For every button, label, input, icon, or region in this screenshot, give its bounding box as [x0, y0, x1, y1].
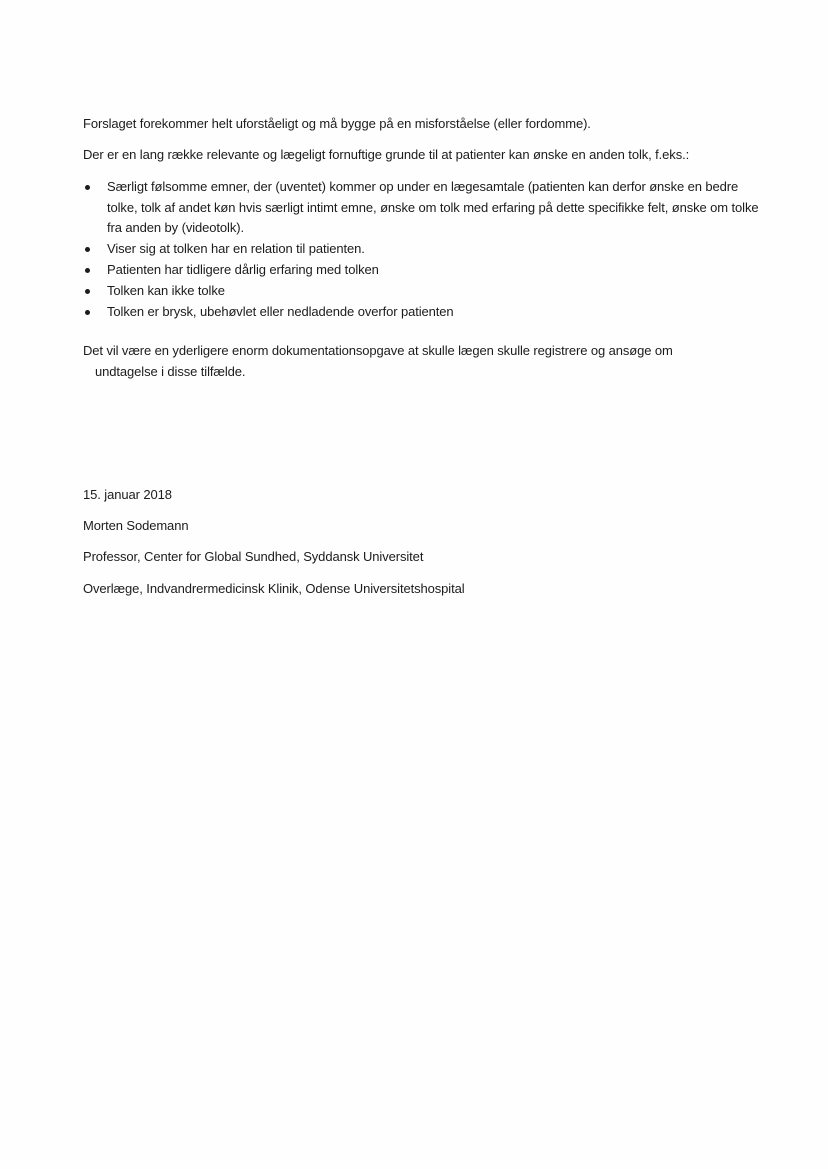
paragraph-3-line-2: undtagelse i disse tilfælde. [95, 364, 246, 379]
reasons-list [83, 177, 763, 323]
bullet-icon [85, 185, 90, 190]
signature-title-professor: Professor, Center for Global Sundhed, Syddansk Universitet [83, 549, 424, 564]
paragraph-1: Forslaget forekommer helt uforståeligt og må bygge på en misforståelse (eller fordomme). [83, 116, 591, 131]
list-item-text: Patienten har tidligere dårlig erfaring med tolken [107, 262, 379, 277]
list-item [83, 302, 763, 323]
paragraph-3-line-1: Det vil være en yderligere enorm dokumentationsopgave at skulle lægen skulle registrere og ansøge om [83, 343, 673, 358]
signature-title-overlaege: Overlæge, Indvandrermedicinsk Klinik, Odense Universitetshospital [83, 581, 465, 596]
list-item-text: Viser sig at tolken har en relation til patienten. [107, 241, 365, 256]
signature-date: 15. januar 2018 [83, 487, 172, 502]
list-item-text: Tolken kan ikke tolke [107, 283, 225, 298]
list-item [83, 281, 763, 302]
bullet-icon [85, 289, 90, 294]
signature-name: Morten Sodemann [83, 518, 189, 533]
bullet-icon [85, 268, 90, 273]
list-item [83, 239, 763, 260]
bullet-icon [85, 247, 90, 252]
paragraph-3 [83, 340, 743, 382]
list-item [83, 177, 763, 239]
bullet-icon [85, 310, 90, 315]
list-item [83, 260, 763, 281]
list-item-text: Tolken er brysk, ubehøvlet eller nedladende overfor patienten [107, 304, 454, 319]
list-item-text: Særligt følsomme emner, der (uventet) kommer op under en lægesamtale (patienten kan derfor ønske en bedre tolke, tolk af andet køn hvis særligt intimt emne, ønske om tolk med erfaring på dette specifikke felt, ønske om tolke fra anden by (videotolk). [107, 179, 759, 235]
paragraph-2: Der er en lang række relevante og lægeligt fornuftige grunde til at patienter kan ønske en anden tolk, f.eks.: [83, 147, 690, 162]
